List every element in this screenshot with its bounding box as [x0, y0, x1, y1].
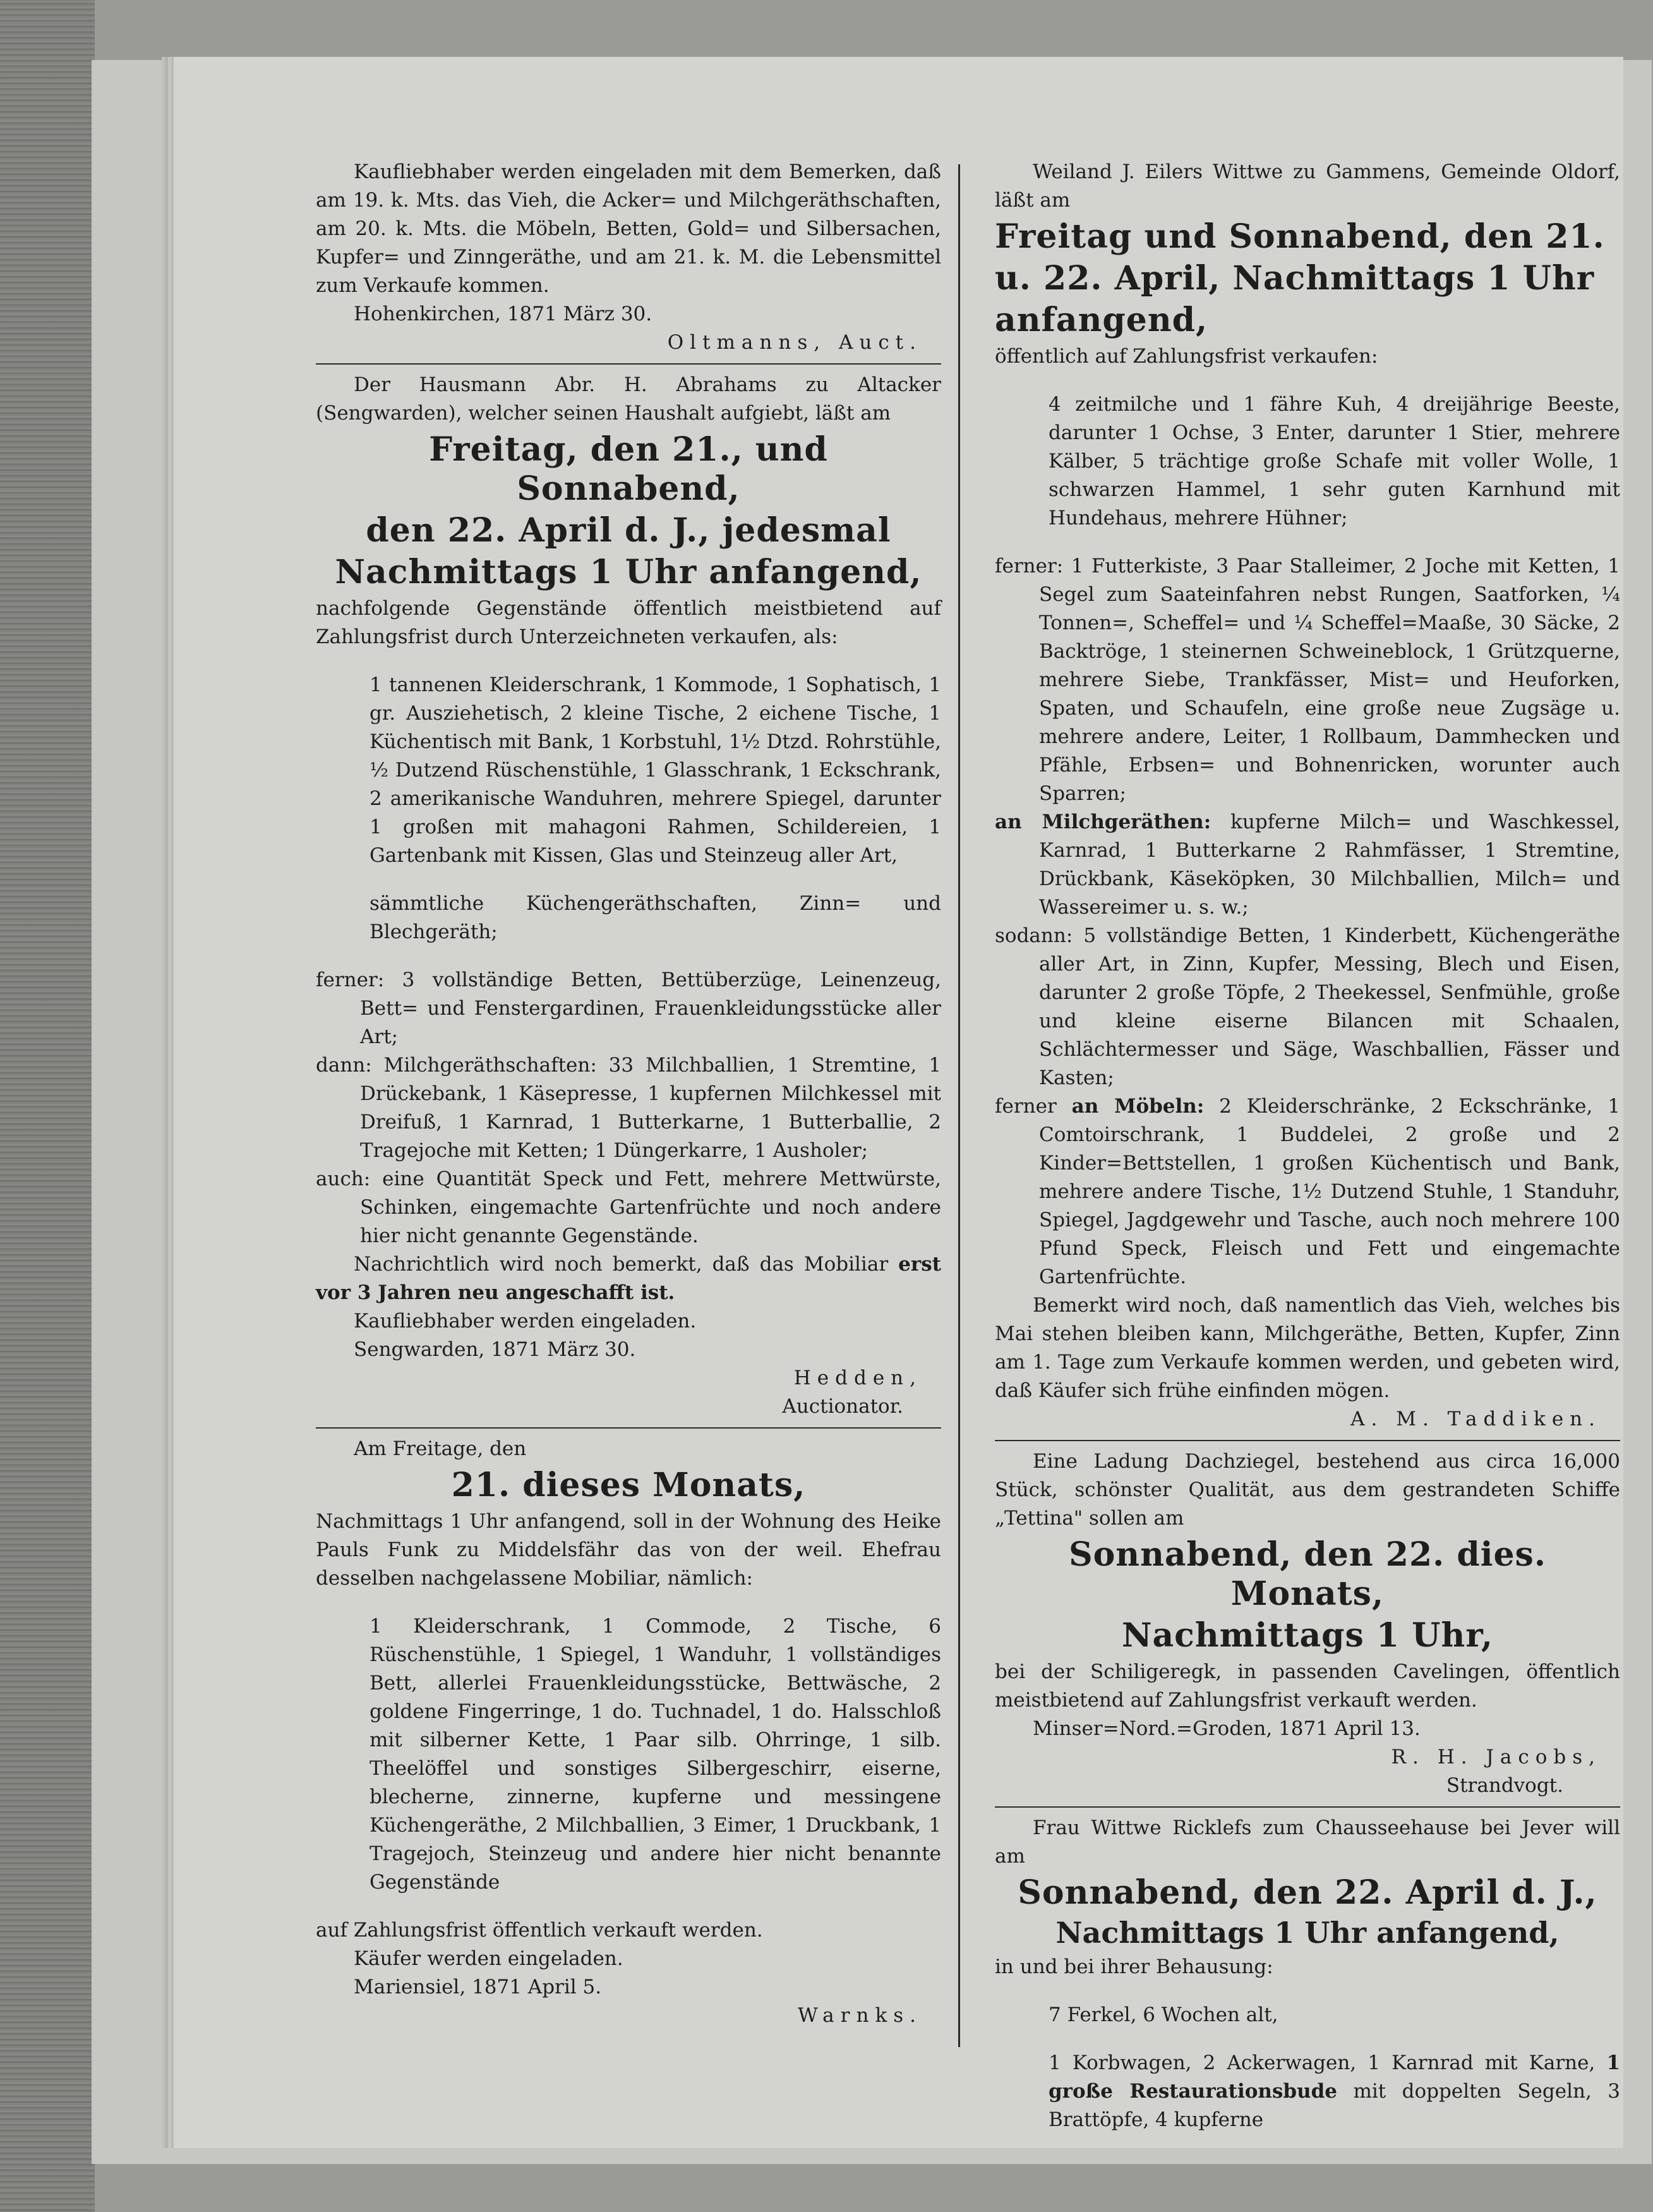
r-ad1-lead: öffentlich auf Zahlungsfrist verkaufen: [995, 345, 1378, 368]
ad1-date: Hohenkirchen, 1871 März 30. [354, 303, 652, 325]
ad3-heading: 21. dieses Monats, [451, 1466, 806, 1504]
r-ad2-signature-title: Strandvogt. [1446, 1774, 1563, 1797]
r-ad1-intro: Weiland J. Eilers Wittwe zu Gammens, Gemeinde Oldorf, läßt am [995, 160, 1620, 212]
newspaper-page [174, 57, 1623, 2148]
ad2-lead: nachfolgende Gegenstände öffentlich meistbietend auf Zahlungsfrist durch Unterzeichneten verkaufen, als: [316, 597, 941, 648]
r-ad3-intro: Frau Wittwe Ricklefs zum Chausseehause bei Jever will am [995, 1816, 1620, 1868]
ad2-invite: Kaufliebhaber werden eingeladen. [354, 1310, 697, 1333]
ad2-heading-2: den 22. April d. J., jedesmal [366, 511, 891, 550]
ad2-note [316, 1250, 941, 1307]
r-ad2-heading-1: Sonnabend, den 22. dies. Monats, [1069, 1535, 1546, 1613]
ad2-note-bold: erst vor 3 Jahren neu angeschafft ist. [316, 1253, 941, 1304]
r-ad1-moebel [995, 1092, 1620, 1291]
ad3-text: Nachmittags 1 Uhr anfangend, soll in der Wohnung des Heike Pauls Funk zu Middelsfähr das von der weil. Ehefrau desselben nachgelassene Mobiliar, nämlich: [316, 1510, 941, 1590]
r-ad1-moebel-text: 2 Kleiderschränke, 2 Eckschränke, 1 Comtoirschrank, 1 Buddelei, 2 große und 2 Kinder=Bettstellen, 1 großen Küchentisch und Bank, mehrere andere Tische, 1½ Dutzend Stuhle, 1 Standuhr, Spiegel, Jagdgewehr und Tasche, auch noch mehrere 100 Pfund Speck, Fleisch und Fett und eingemachte Gartenfrüchte. [1039, 1095, 1620, 1288]
r-ad1-signature: A. M. Taddiken. [1350, 1408, 1601, 1430]
ad2-signature: Hedden, [793, 1367, 922, 1389]
r-ad1-sodann: sodann: 5 vollständige Betten, 1 Kinderbett, Küchengeräthe aller Art, in Zinn, Kupfer, Messing, Blech und Eisen, darunter 2 große Töpfe, 2 Theekessel, Senfmühle, große und kleine eiserne Bilancen mit Schaalen, Schlächtermesser und Säge, Waschballien, Fässer und Kasten; [995, 924, 1620, 1089]
ad2-items-2: sämmtliche Küchengeräthschaften, Zinn= und Blechgeräth; [370, 892, 941, 943]
r-ad3-items-2-bold: 1 große Restaurationsbude [1049, 2052, 1621, 2103]
r-ad1-note: Bemerkt wird noch, daß namentlich das Vieh, welches bis Mai stehen bleiben kann, Milchgeräthe, Betten, Kupfer, Zinn am 1. Tage zum Verkaufe kommen werden, und gebeten wird, daß Käufer sich frühe einfinden mögen. [995, 1294, 1620, 1402]
r-ad3-heading-2: Nachmittags 1 Uhr anfangend, [1055, 1916, 1560, 1950]
r-ad1-items-1: 4 zeitmilche und 1 fähre Kuh, 4 dreijährige Beeste, darunter 1 Ochse, 3 Enter, darunter 1 Stier, mehrere Kälber, 5 trächtige große Schafe mit voller Wolle, 1 schwarzen Hammel, 1 sehr guten Karnhund mit Hundehaus, mehrere Hühner; [1049, 393, 1620, 529]
r-ad3-items-2 [995, 2049, 1620, 2134]
ad2-date: Sengwarden, 1871 März 30. [354, 1338, 636, 1361]
separator-rule [995, 1806, 1620, 1808]
ad3-invite: Käufer werden eingeladen. [354, 1947, 623, 1970]
ad3-items: 1 Kleiderschrank, 1 Commode, 2 Tische, 6 Rüschenstühle, 1 Spiegel, 1 Wanduhr, 1 vollständiges Bett, allerlei Frauenkleidungsstücke, Bettwäsche, 2 goldene Fingerringe, 1 do. Tuchnadel, 1 do. Halsschloß mit silberner Kette, 1 Paar silb. Ohrringe, 1 silb. Theelöffel und sonstiges Silbergeschirr, eiserne, blecherne, zinnerne, kupferne und messingene Küchengeräthe, 2 Milchballien, 3 Eimer, 1 Druckbank, 1 Tragejoch, Steinzeug und andere hier nicht benannte Gegenstände [370, 1615, 941, 1894]
ad2-dann: dann: Milchgeräthschaften: 33 Milchballien, 1 Stremtine, 1 Drückebank, 1 Käsepresse, 1 kupfernen Milchkessel mit Dreifuß, 1 Karnrad, 1 Butterkarne, 1 Butterballie, 2 Tragejoche mit Ketten; 1 Düngerkarre, 1 Ausholer; [316, 1054, 941, 1162]
r-ad2-text: bei der Schiligeregk, in passenden Cavelingen, öffentlich meistbietend auf Zahlungsfrist verkauft werden. [995, 1660, 1620, 1712]
left-column [316, 158, 941, 2030]
r-ad1-heading-2: u. 22. April, Nachmittags 1 Uhr [995, 259, 1595, 298]
ad2-heading-1: Freitag, den 21., und Sonnabend, [429, 430, 828, 508]
r-ad1-milch-text: kupferne Milch= und Waschkessel, Karnrad, 1 Butterkarne 2 Rahmfässer, 1 Stremtine, Drückbank, Käseköpken, 30 Milchballien, Milch= und Wassereimer u. s. w.; [1039, 811, 1621, 919]
ad1-text: Kaufliebhaber werden eingeladen mit dem Bemerken, daß am 19. k. Mts. das Vieh, die Acker= und Milchgeräthschaften, am 20. k. Mts. die Möbeln, Betten, Gold= und Silbersachen, Kupfer= und Zinngeräthe, und am 21. k. M. die Lebensmittel zum Verkaufe kommen. [316, 160, 941, 297]
r-ad3-lead: in und bei ihrer Behausung: [995, 1955, 1273, 1978]
book-edge [0, 0, 95, 2212]
r-ad3-items-2-end: mit doppelten Segeln, 3 Brattöpfe, 4 kupferne [1049, 2080, 1620, 2131]
r-ad2-date: Minser=Nord.=Groden, 1871 April 13. [1033, 1717, 1421, 1740]
ad2-heading-3: Nachmittags 1 Uhr anfangend, [335, 553, 922, 591]
ad2-signature-title: Auctionator. [782, 1395, 903, 1418]
ad3-date: Mariensiel, 1871 April 5. [354, 1976, 602, 1998]
r-ad1-milch [995, 808, 1620, 922]
r-ad2-signature: R. H. Jacobs, [1391, 1746, 1601, 1768]
r-ad1-heading-1: Freitag und Sonnabend, den 21. [995, 217, 1605, 256]
r-ad1-heading-3: anfangend, [995, 301, 1208, 339]
ad3-tail: auf Zahlungsfrist öffentlich verkauft werden. [316, 1919, 763, 1942]
ad2-items-1: 1 tannenen Kleiderschrank, 1 Kommode, 1 Sophatisch, 1 gr. Ausziehetisch, 2 kleine Tische, 2 eichene Tische, 1 Küchentisch mit Bank, 1 Korbstuhl, 1½ Dtzd. Rohrstühle, ½ Dutzend Rüschenstühle, 1 Glasschrank, 1 Eckschrank, 2 amerikanische Wanduhren, mehrere Spiegel, darunter 1 großen mit mahagoni Rahmen, Schildereien, 1 Gartenbank mit Kissen, Glas und Steinzeug aller Art, [370, 674, 941, 867]
ad2-auch: auch: eine Quantität Speck und Fett, mehrere Mettwürste, Schinken, eingemachte Gartenfrüchte und noch andere hier nicht genannte Gegenstände. [316, 1168, 941, 1247]
r-ad1-moebel-label: an Möbeln: [1071, 1095, 1205, 1118]
separator-rule [316, 363, 941, 365]
ad2-ferner: ferner: 3 vollständige Betten, Bettüberzüge, Leinenzeug, Bett= und Fenstergardinen, Frauenkleidungsstücke aller Art; [316, 969, 941, 1048]
r-ad3-heading-1: Sonnabend, den 22. April d. J., [1018, 1873, 1597, 1912]
ad2-note-start: Nachrichtlich wird noch bemerkt, daß das Mobiliar [354, 1253, 889, 1276]
r-ad1-ferner: ferner: 1 Futterkiste, 3 Paar Stalleimer, 2 Joche mit Ketten, 1 Segel zum Saateinfahren nebst Rungen, Saatforken, ¼ Tonnen=, Scheffel= und ¼ Scheffel=Maaße, 30 Säcke, 2 Backtröge, 1 steinernen Schweineblock, 1 Grützquerne, mehrere Siebe, Trankfässer, Mist= und Heuforken, Spaten, und Schaufeln, eine große neue Zugsäge u. mehrere andere, Leiter, 1 Rollbaum, Dammhecken und Pfähle, Erbsen= und Bohnenricken, worunter auch Sparren; [995, 555, 1620, 805]
r-ad2-heading-2: Nachmittags 1 Uhr, [1121, 1616, 1494, 1655]
ad3-signature: Warnks. [798, 2004, 922, 2027]
r-ad1-milch-label: an Milchgeräthen: [995, 811, 1211, 833]
column-divider [958, 164, 960, 2047]
r-ad2-intro: Eine Ladung Dachziegel, bestehend aus circa 16,000 Stück, schönster Qualität, aus dem gestrandeten Schiffe „Tettina" sollen am [995, 1450, 1620, 1530]
ad2-intro: Der Hausmann Abr. H. Abrahams zu Altacker (Sengwarden), welcher seinen Haushalt aufgiebt, läßt am [316, 373, 941, 425]
r-ad1-moebel-prefix: ferner [995, 1095, 1057, 1118]
r-ad3-items-1: 7 Ferkel, 6 Wochen alt, [1049, 2003, 1278, 2026]
ad3-intro: Am Freitage, den [354, 1437, 527, 1460]
ad1-signature: Oltmanns, Auct. [667, 331, 922, 354]
separator-rule [316, 1427, 941, 1429]
r-ad3-items-2-start: 1 Korbwagen, 2 Ackerwagen, 1 Karnrad mit Karne, [1049, 2052, 1596, 2074]
separator-rule [995, 1440, 1620, 1441]
right-column [995, 158, 1620, 2154]
